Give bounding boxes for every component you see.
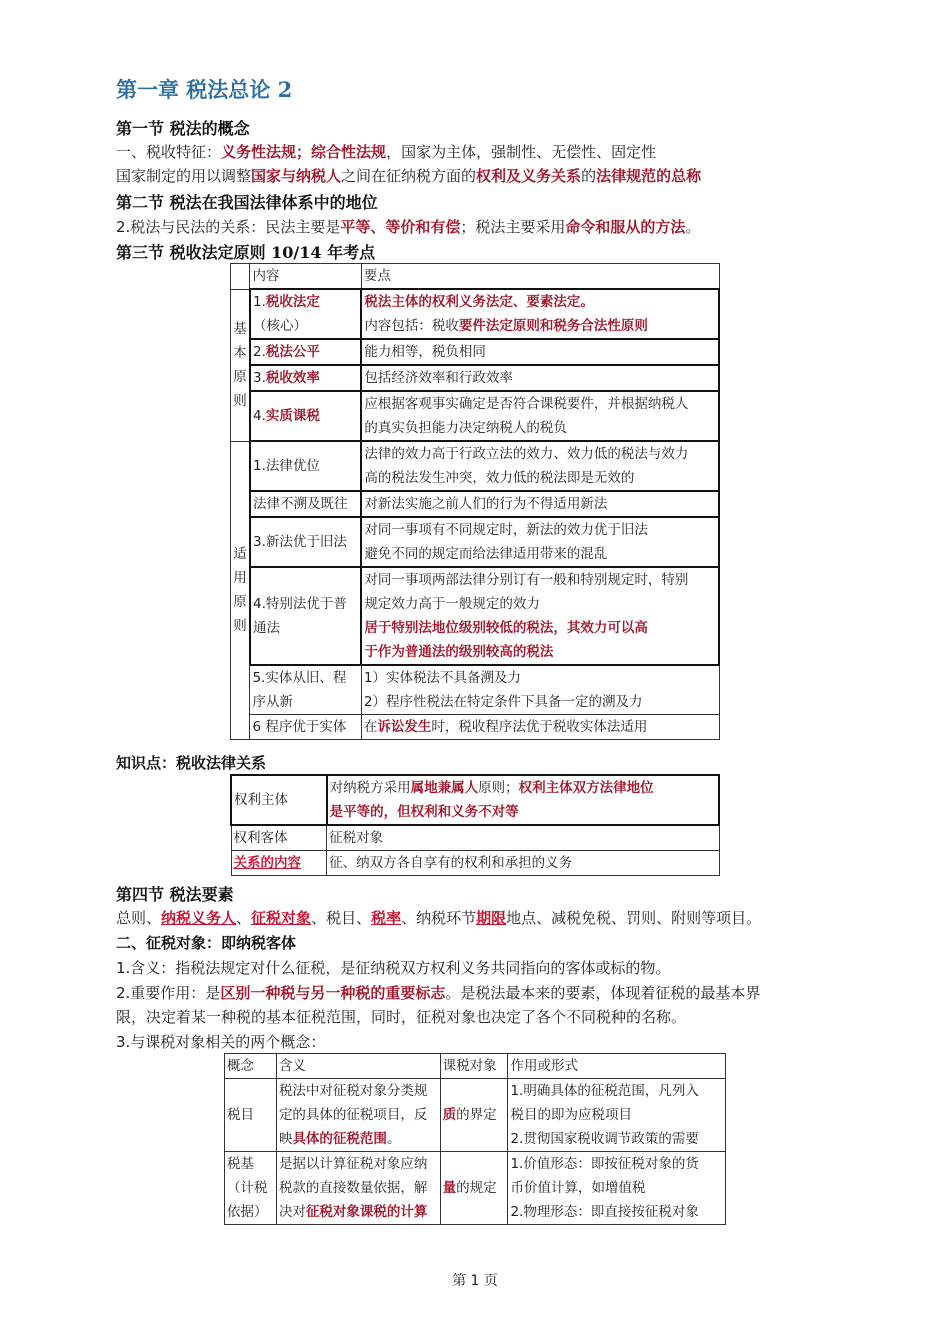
table-cell: 税目: [225, 1079, 277, 1152]
table-cell: [508, 1152, 726, 1225]
paragraph-1: 1.含义：指税法规定对什么征税，是征纳税双方权利义务共同指向的客体或标的物。: [116, 959, 671, 977]
emphasis: 实质课税: [265, 408, 320, 424]
table-cell: [250, 365, 361, 391]
text: 1.价值形态：即按征税对象的货: [510, 1156, 699, 1172]
table-row: [231, 825, 719, 851]
emphasis: 征税对象: [251, 909, 312, 927]
table-cell: 权利主体: [231, 775, 327, 825]
basic-principles-label: 基本原则: [231, 289, 250, 441]
text: 3.: [252, 370, 266, 386]
emphasis: 平等、等价和有偿: [340, 218, 461, 236]
table-row: [231, 517, 720, 567]
table-cell: [508, 1079, 726, 1152]
text: 在: [363, 719, 378, 735]
table-cell: [250, 567, 361, 665]
text: 1.明确具体的征税范围，凡列入: [510, 1083, 699, 1099]
text: 5.实体从旧、程: [252, 670, 347, 686]
table-row: [231, 441, 720, 491]
column-header: 要点: [361, 264, 719, 290]
emphasis: 税法主体的权利义务法定、要素法定。: [364, 294, 594, 310]
text: 应根据客观事实确定是否符合课税要件，并根据纳税人: [364, 396, 689, 412]
emphasis: 质: [442, 1107, 457, 1123]
text: （核心）: [252, 318, 307, 334]
table-row: [225, 1152, 726, 1225]
section-1-line-2: [116, 165, 701, 186]
text: 内容包括：税收: [364, 318, 459, 334]
text: 、税目、: [311, 909, 372, 927]
text: 的: [581, 167, 597, 185]
text: 4.: [252, 408, 266, 424]
emphasis: 量: [442, 1180, 457, 1196]
table-row: [225, 1079, 726, 1152]
text: 定的具体的征税项目，反: [278, 1107, 428, 1123]
tax-relation-table: [230, 774, 720, 876]
text: 映: [278, 1131, 293, 1147]
emphasis: 居于特别法地位级别较低的税法，其效力可以高: [364, 620, 648, 636]
knowledge-point-heading: 知识点：税收法律关系: [116, 754, 267, 772]
page-number: 第 1 页: [452, 1273, 498, 1289]
text: 税款的直接数量依据，解: [278, 1180, 428, 1196]
table-cell: [440, 1152, 508, 1225]
text: 。: [685, 218, 701, 236]
emphasis: 属地兼属人: [410, 780, 479, 796]
text: 1.: [252, 294, 266, 310]
text: 地点、减税免税、罚则、附则等项目。: [506, 909, 762, 927]
table-row: [231, 851, 719, 876]
table-cell: 征税对象: [327, 825, 719, 851]
text: 国家制定的用以调整: [116, 167, 252, 185]
text: ，国家为主体，强制性、无偿性、固定性: [386, 143, 657, 161]
table-cell: [231, 851, 327, 876]
table-row: [231, 391, 720, 441]
table-row: [231, 365, 720, 391]
text: 规定效力高于一般规定的效力: [364, 596, 540, 612]
table-row: [231, 491, 720, 517]
text: 时，税收程序法优于税收实体法适用: [431, 719, 648, 735]
section-4-heading: 第四节 税法要素: [116, 885, 234, 904]
table-cell: 3.新法优于旧法: [250, 517, 361, 567]
table-cell: [327, 775, 719, 825]
emphasis: ；: [296, 143, 312, 161]
applied-principles-label: 适用原则: [231, 441, 250, 740]
table-cell: [250, 391, 361, 441]
table-cell: 1.法律优位: [250, 441, 361, 491]
table-cell: [250, 289, 361, 339]
text: 之间在征纳税方面的: [341, 167, 477, 185]
table-row: [231, 567, 720, 665]
text: 是据以计算征税对象应纳: [278, 1156, 428, 1172]
emphasis: 税法公平: [265, 344, 320, 360]
text: 币价值计算，如增值税: [510, 1180, 646, 1196]
text: （计税: [227, 1180, 268, 1196]
section-2-line: [116, 216, 700, 237]
text: 依据）: [227, 1204, 268, 1220]
table-cell: [250, 665, 361, 715]
text: 序从新: [252, 694, 293, 710]
table-cell: 6 程序优于实体: [250, 715, 361, 740]
column-header: 概念: [225, 1054, 277, 1079]
table-cell: 权利客体: [231, 825, 327, 851]
text: 税基: [227, 1156, 254, 1172]
emphasis: 命令和服从的方法: [565, 218, 686, 236]
emphasis: 义务性法规: [221, 143, 297, 161]
emphasis: 综合性法规: [311, 143, 387, 161]
text: 税目的即为应税项目: [510, 1107, 632, 1123]
table-cell: 能力相等，税负相同: [361, 339, 719, 365]
text: 的界定: [456, 1107, 497, 1123]
table-row: [231, 665, 720, 715]
section-3-heading: 第三节 税收法定原则 10/14 年考点: [116, 243, 376, 262]
table-row: [231, 775, 719, 825]
text: 、纳税环节: [401, 909, 477, 927]
table-cell: [361, 441, 719, 491]
text: 的规定: [456, 1180, 497, 1196]
emphasis: 是平等的，但权利和义务不对等: [329, 804, 519, 820]
text: 通法: [252, 620, 280, 636]
emphasis: 税收法定: [265, 294, 320, 310]
text: 对纳税方采用: [329, 780, 411, 796]
section-1-heading: 第一节 税法的概念: [116, 119, 250, 138]
tax-principles-table: [230, 263, 720, 740]
table-cell: 包括经济效率和行政效率: [361, 365, 719, 391]
emphasis: 权利及义务关系: [476, 167, 582, 185]
text: 避免不同的规定而给法律适用带来的混乱: [364, 546, 608, 562]
text: 。是税法最本来的要素，体现着征税的最基本界: [445, 984, 761, 1002]
tax-object-table: [224, 1053, 726, 1225]
emphasis: 税率: [371, 909, 402, 927]
table-row: [225, 1054, 726, 1079]
column-header: 课税对象: [440, 1054, 508, 1079]
table-cell: 征、纳双方各自享有的权利和承担的义务: [327, 851, 719, 876]
text: ；税法主要采用: [460, 218, 566, 236]
table-cell: [250, 339, 361, 365]
emphasis: 区别一种税与另一种税的重要标志: [220, 984, 446, 1002]
text: 2.: [252, 344, 266, 360]
emphasis: 国家与纳税人: [251, 167, 342, 185]
paragraph-3: 限，决定着某一种税的基本征税范围，同时，征税对象也决定了各个不同税种的名称。: [116, 1008, 687, 1026]
emphasis: 纳税义务人: [161, 909, 237, 927]
text: 1）实体税法不具备溯及力: [363, 670, 521, 686]
table-cell: [361, 715, 719, 740]
text: 2.重要作用：是: [116, 984, 221, 1002]
text: 。: [386, 1131, 401, 1147]
emphasis: 关系的内容: [233, 855, 301, 871]
table-cell: [276, 1079, 440, 1152]
text: 原则；: [478, 780, 519, 796]
emphasis: 权利主体双方法律地位: [518, 780, 654, 796]
column-header: 含义: [276, 1054, 440, 1079]
text: 一、税收特征：: [116, 143, 222, 161]
text: 、: [236, 909, 252, 927]
column-header: 作用或形式: [508, 1054, 726, 1079]
emphasis: 诉讼发生: [377, 719, 432, 735]
section-2-heading: 第二节 税法在我国法律体系中的地位: [116, 193, 378, 212]
text: 2.税法与民法的关系：民法主要是: [116, 218, 341, 236]
chapter-title: 第一章 税法总论 2: [116, 77, 293, 102]
text: 法律的效力高于行政立法的效力、效力低的税法与效力: [364, 446, 689, 462]
section-4-line: [116, 907, 761, 928]
emphasis: 于作为普通法的级别较高的税法: [364, 644, 554, 660]
table-cell: [361, 391, 719, 441]
text: 对同一事项有不同规定时，新法的效力优于旧法: [364, 522, 648, 538]
emphasis: 期限: [476, 909, 507, 927]
emphasis: 税收效率: [265, 370, 320, 386]
table-cell: 法律不溯及既往: [250, 491, 361, 517]
text: 4.特别法优于普: [252, 596, 347, 612]
sub-heading: 二、征税对象：即纳税客体: [116, 934, 297, 952]
text: 2.贯彻国家税收调节政策的需要: [510, 1131, 699, 1147]
paragraph-4: 3.与课税对象相关的两个概念：: [116, 1033, 326, 1051]
text: 高的税法发生冲突，效力低的税法即是无效的: [364, 470, 635, 486]
table-cell: [361, 665, 719, 715]
column-header: 内容: [250, 264, 361, 290]
section-1-line-1: [116, 141, 656, 162]
table-row: [231, 715, 720, 740]
table-row: [231, 339, 720, 365]
text: 总则、: [116, 909, 162, 927]
table-cell: [231, 264, 250, 290]
text: 的真实负担能力决定纳税人的税负: [364, 420, 567, 436]
text: 2.物理形态：即直接按征税对象: [510, 1204, 699, 1220]
emphasis: 征税对象课税的计算: [305, 1204, 428, 1220]
paragraph-2: [116, 982, 760, 1003]
text: 对同一事项两部法律分别订有一般和特别规定时，特别: [364, 572, 689, 588]
text: 税法中对征税对象分类规: [278, 1083, 428, 1099]
table-cell: [361, 289, 719, 339]
table-cell: [440, 1079, 508, 1152]
emphasis: 法律规范的总称: [596, 167, 702, 185]
table-cell: [361, 517, 719, 567]
emphasis: 要件法定原则和税务合法性原则: [458, 318, 648, 334]
table-row: [231, 289, 720, 339]
text: 2）程序性税法在特定条件下具备一定的溯及力: [363, 694, 643, 710]
table-cell: 对新法实施之前人们的行为不得适用新法: [361, 491, 719, 517]
text: 决对: [278, 1204, 306, 1220]
table-cell: [225, 1152, 277, 1225]
table-cell: [276, 1152, 440, 1225]
table-row: [231, 264, 720, 290]
emphasis: 具体的征税范围: [292, 1131, 387, 1147]
table-cell: [361, 567, 719, 665]
